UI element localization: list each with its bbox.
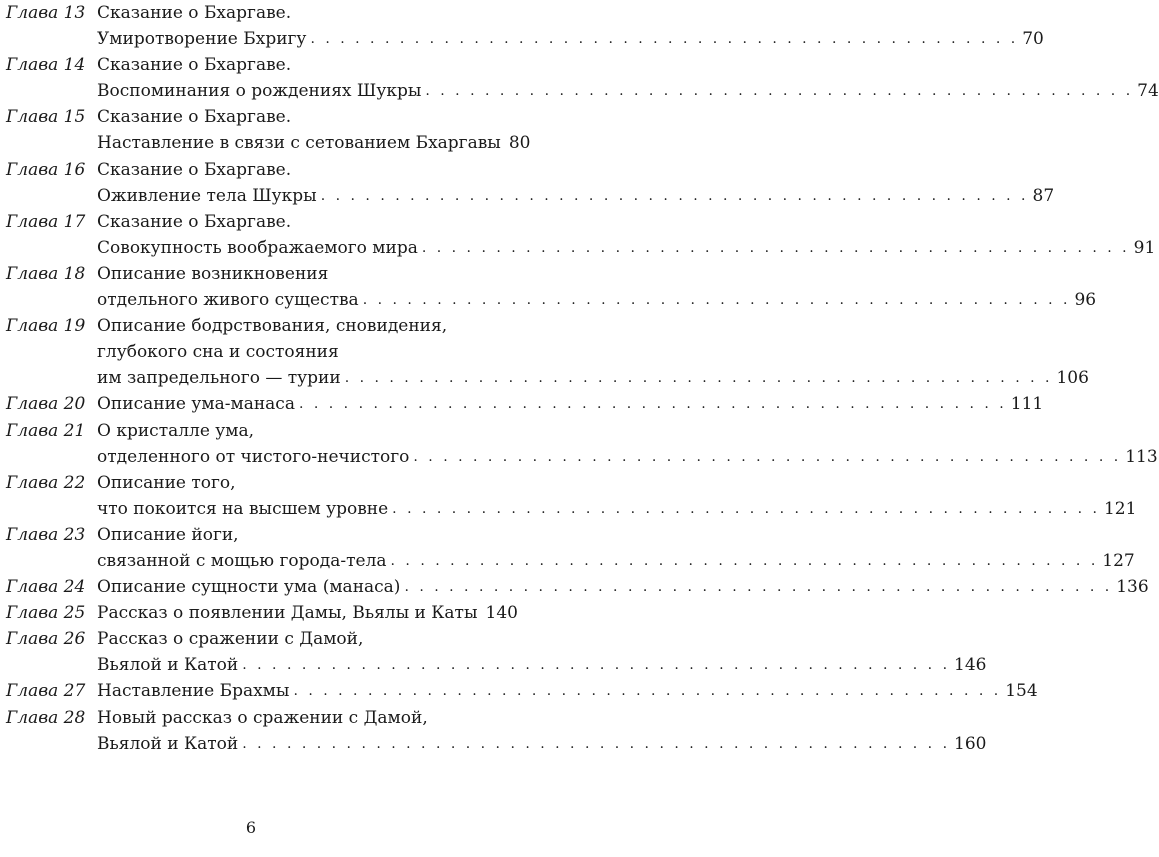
toc-line [97, 626, 496, 652]
leader-dots [404, 574, 1112, 600]
toc-title-text: Сказание о Бхаргаве. [97, 52, 295, 78]
toc-line [97, 652, 987, 678]
page-ref: 70 [1018, 26, 1044, 52]
toc-line [97, 391, 1044, 417]
page-ref: 111 [1007, 391, 1043, 417]
toc-line [97, 104, 496, 130]
toc-line [97, 496, 1137, 522]
toc-title-text: Наставление в связи с сетованием Бхаргавы [97, 130, 505, 156]
toc-title-text: что покоится на высшем уровне [97, 496, 392, 522]
leader-dots [391, 548, 1099, 574]
leader-dots [293, 678, 1001, 704]
chapter-label: Глава 15 [6, 107, 86, 128]
toc-entry [0, 52, 1159, 104]
leader-dots [345, 365, 1053, 391]
toc-entry [0, 705, 987, 757]
toc-line [97, 365, 1089, 391]
toc-entry [0, 600, 518, 626]
toc-entry [0, 391, 1044, 417]
page-ref: 91 [1130, 235, 1156, 261]
page-ref: 154 [1001, 678, 1037, 704]
page-ref: 146 [950, 652, 986, 678]
toc-title-text: Наставление Брахмы [97, 678, 293, 704]
toc-title-text: им запредельного — турии [97, 365, 345, 391]
toc-title-text: Сказание о Бхаргаве. [97, 104, 295, 130]
page-ref: 87 [1029, 183, 1055, 209]
toc-line [97, 287, 1097, 313]
chapter-label: Глава 20 [6, 394, 86, 415]
toc-title-text: связанной с мощью города-тела [97, 548, 391, 574]
leader-dots [363, 287, 1071, 313]
page-ref: 80 [505, 130, 531, 156]
page-ref: 113 [1121, 444, 1157, 470]
toc-line [97, 261, 496, 287]
toc-line [97, 157, 496, 183]
toc-line [97, 235, 1156, 261]
leader-dots [392, 496, 1100, 522]
toc-title-text: отделенного от чистого-нечистого [97, 444, 413, 470]
chapter-label: Глава 19 [6, 316, 86, 337]
leader-dots [310, 26, 1018, 52]
chapter-label: Глава 14 [6, 55, 86, 76]
toc-title-text: Описание ума-манаса [97, 391, 299, 417]
page-ref: 121 [1100, 496, 1136, 522]
toc-title-text: Описание сущности ума (манаса) [97, 574, 404, 600]
toc-line [97, 0, 496, 26]
toc-title-text: Описание бодрствования, сновидения, [97, 313, 451, 339]
toc-entry [0, 574, 1149, 600]
chapter-label: Глава 23 [6, 524, 86, 545]
toc-line [97, 444, 1158, 470]
chapter-label: Глава 13 [6, 3, 86, 23]
page-ref: 160 [950, 731, 986, 757]
toc-title-text: Описание йоги, [97, 522, 243, 548]
toc-line [97, 130, 531, 156]
toc-entry [0, 522, 1135, 574]
page-ref: 106 [1052, 365, 1088, 391]
chapter-label: Глава 27 [6, 681, 86, 702]
toc-entry [0, 626, 987, 678]
toc-entry [0, 104, 531, 156]
chapter-label: Глава 18 [6, 263, 86, 284]
toc-line [97, 705, 496, 731]
page-ref: 74 [1133, 78, 1159, 104]
chapter-label: Глава 24 [6, 577, 86, 598]
leader-dots [321, 183, 1029, 209]
toc-title-text: глубокого сна и состояния [97, 339, 343, 365]
toc-line [97, 470, 496, 496]
chapter-label: Глава 16 [6, 159, 86, 180]
toc-title-text: Описание возникновения [97, 261, 332, 287]
toc-title-text: Новый рассказ о сражении с Дамой, [97, 705, 432, 731]
toc-title-text: Умиротворение Бхригу [97, 26, 310, 52]
toc-title-text: Вьялой и Катой [97, 731, 242, 757]
toc-line [97, 678, 1038, 704]
toc-line [97, 548, 1135, 574]
toc-line [97, 52, 496, 78]
toc-entry [0, 678, 1038, 704]
toc-entry [0, 0, 1044, 52]
toc-entry [0, 157, 1055, 209]
toc-title-text: Оживление тела Шукры [97, 183, 321, 209]
toc-title-text: Описание того, [97, 470, 240, 496]
toc-line [97, 418, 496, 444]
leader-dots [422, 235, 1130, 261]
toc-entry [0, 261, 1097, 313]
toc-title-text: Сказание о Бхаргаве. [97, 0, 295, 26]
toc-entry [0, 209, 1156, 261]
toc-line [97, 209, 496, 235]
toc-entry [0, 313, 1089, 391]
toc-title-text: Рассказ о сражении с Дамой, [97, 626, 367, 652]
toc-line [97, 522, 496, 548]
toc-entry [0, 470, 1137, 522]
leader-dots [425, 78, 1133, 104]
leader-dots [242, 652, 950, 678]
toc-line [97, 183, 1055, 209]
chapter-label: Глава 25 [6, 603, 86, 624]
toc-title-text: Сказание о Бхаргаве. [97, 157, 295, 183]
toc-title-text: Вьялой и Катой [97, 652, 242, 678]
page-ref: 140 [482, 600, 518, 626]
chapter-label: Глава 28 [6, 707, 86, 728]
toc-title-text: Воспоминания о рождениях Шукры [97, 78, 425, 104]
toc-line [97, 313, 496, 339]
page-ref: 96 [1070, 287, 1096, 313]
toc-title-text: отдельного живого существа [97, 287, 363, 313]
leader-dots [242, 731, 950, 757]
chapter-label: Глава 22 [6, 472, 86, 493]
page-ref: 127 [1098, 548, 1134, 574]
toc-line [97, 600, 518, 626]
toc-title-text: О кристалле ума, [97, 418, 258, 444]
toc-entry [0, 418, 1158, 470]
page-ref: 136 [1112, 574, 1148, 600]
toc-line [97, 26, 1044, 52]
toc-title-text: Сказание о Бхаргаве. [97, 209, 295, 235]
leader-dots [413, 444, 1121, 470]
chapter-label: Глава 17 [6, 211, 86, 232]
chapter-label: Глава 21 [6, 420, 86, 441]
page-number: 6 [245, 818, 257, 837]
toc-line [97, 78, 1159, 104]
leader-dots [299, 391, 1007, 417]
toc-title-text: Рассказ о появлении Дамы, Вьялы и Каты [97, 600, 482, 626]
toc-line [97, 731, 987, 757]
chapter-label: Глава 26 [6, 629, 86, 650]
toc-line [97, 339, 496, 365]
toc-line [97, 574, 1149, 600]
toc-title-text: Совокупность воображаемого мира [97, 235, 422, 261]
